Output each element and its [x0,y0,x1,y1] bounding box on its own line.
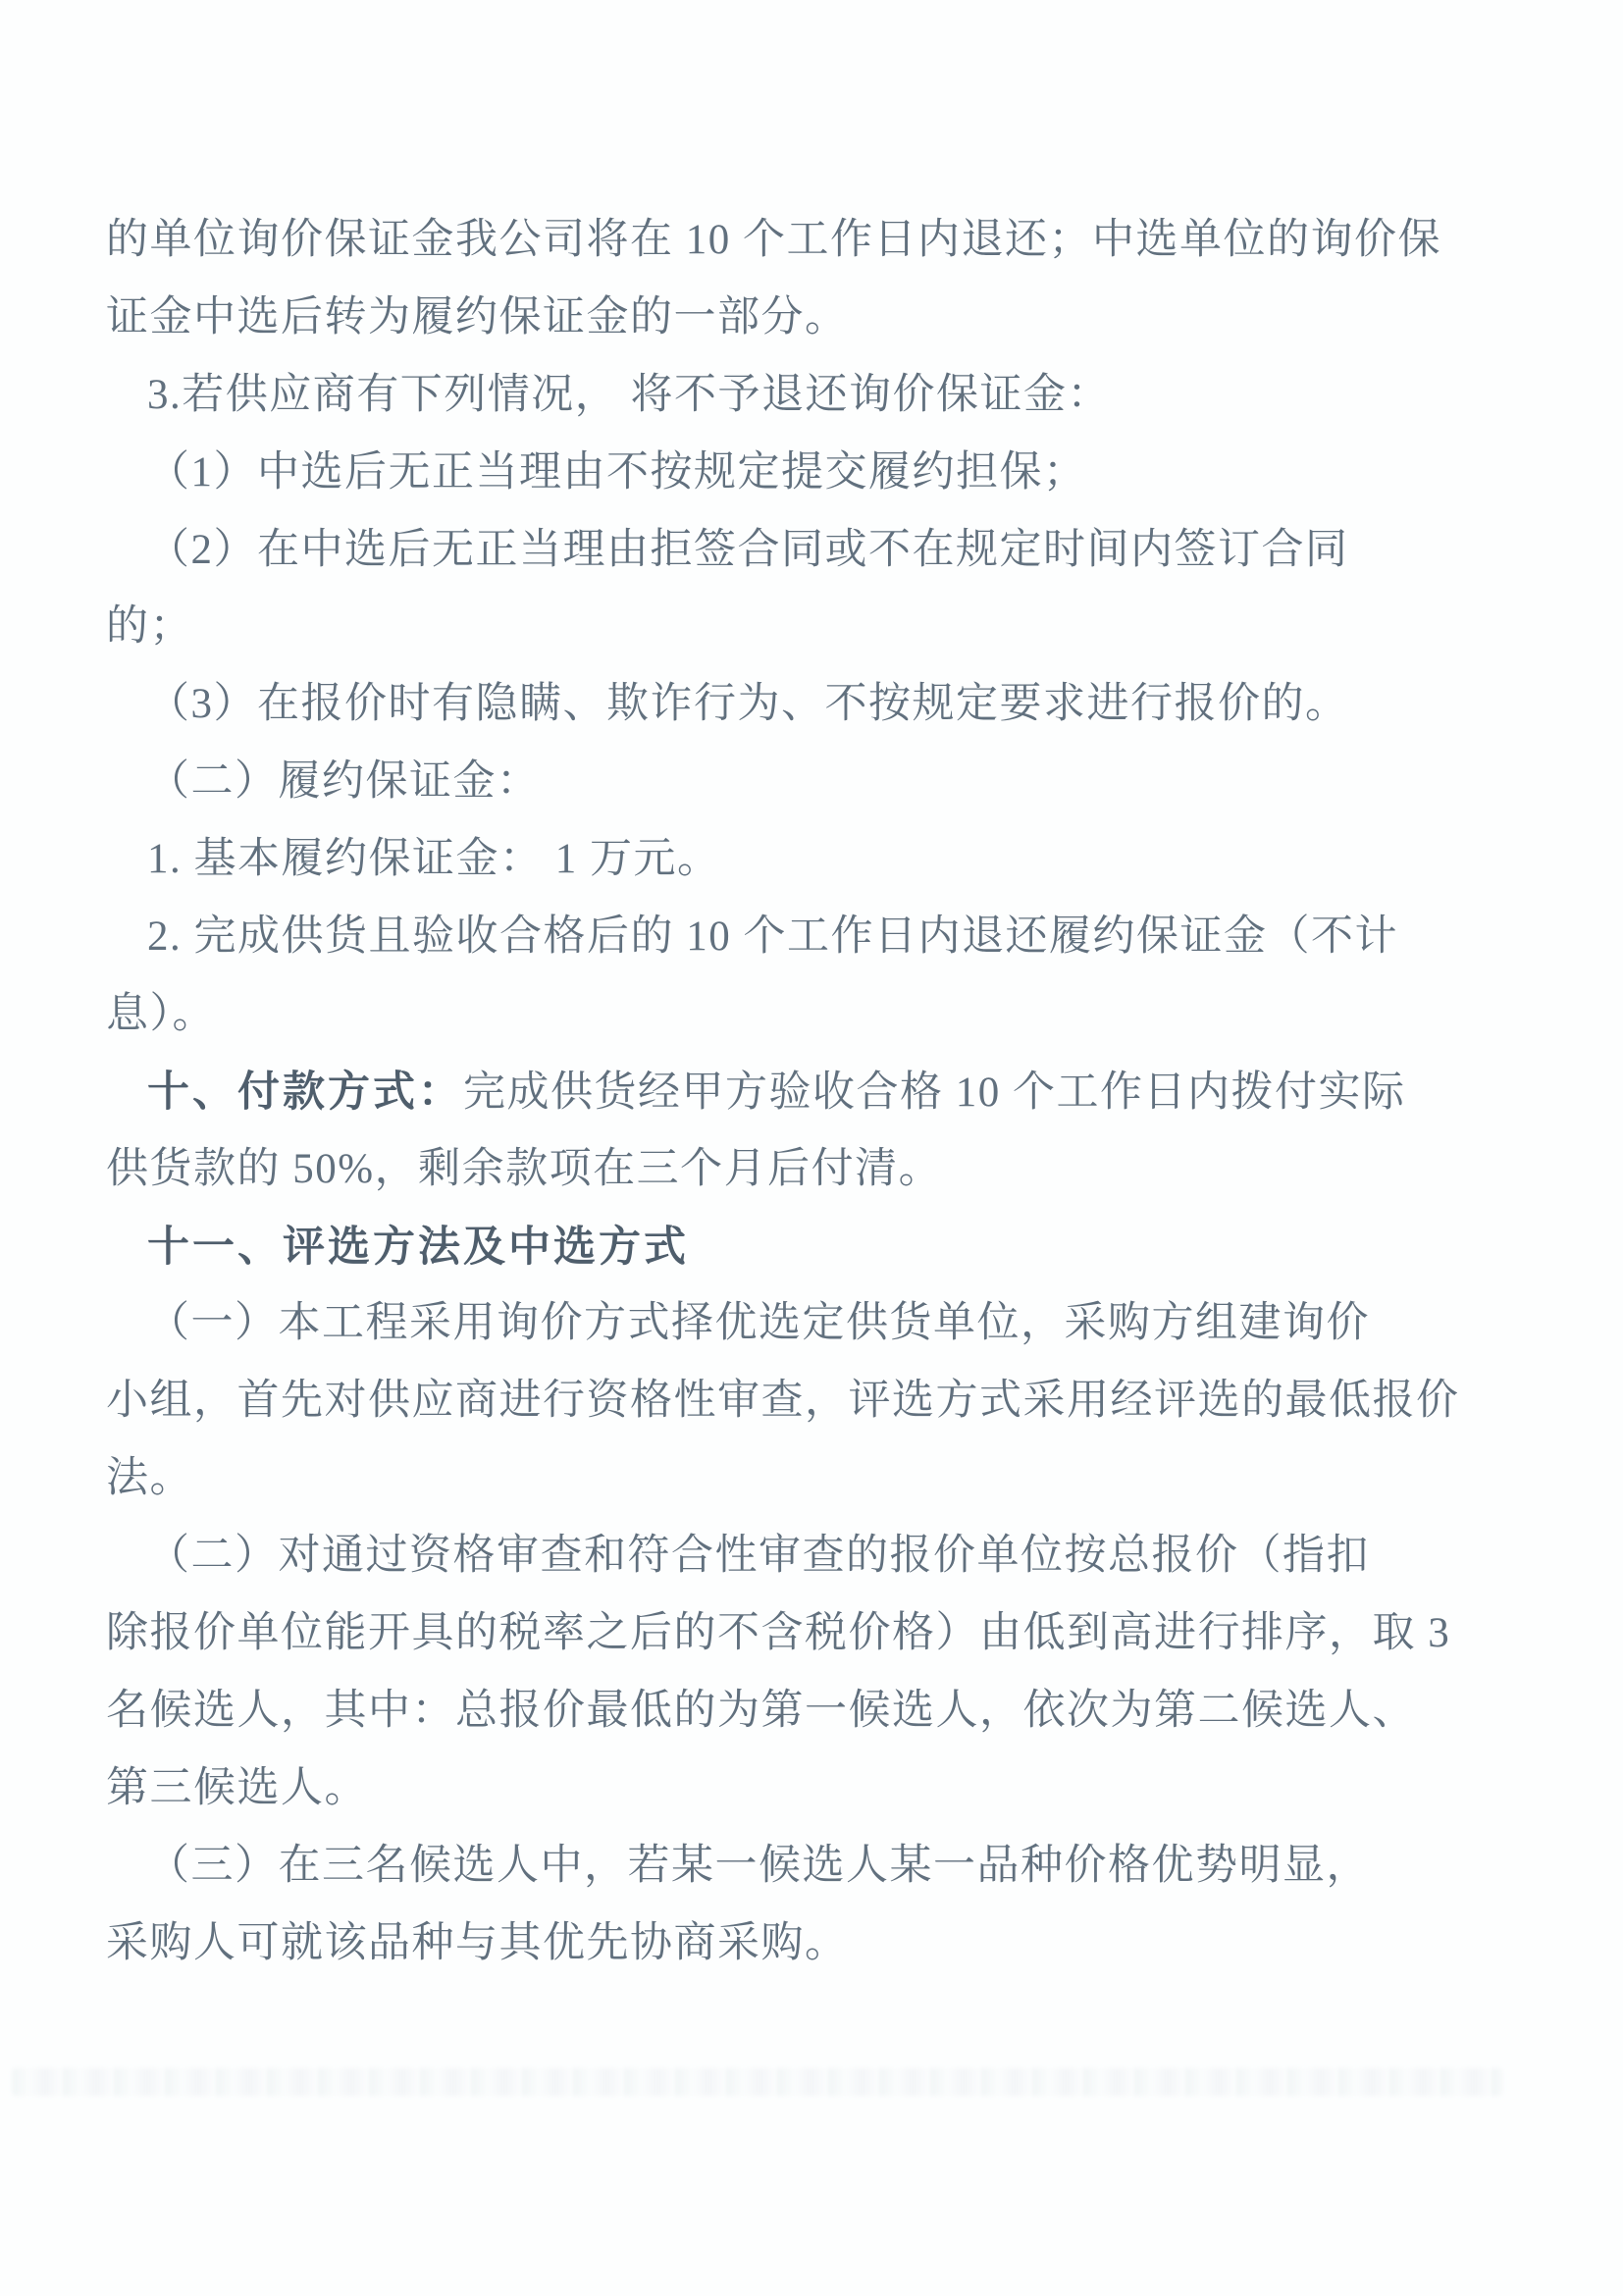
doc-line: 第三候选人。 [106,1764,368,1811]
doc-line: （一）本工程采用询价方式择优选定供货单位，采购方组建询价 [147,1300,1370,1347]
doc-line: 名候选人，其中：总报价最低的为第一候选人，依次为第二候选人、 [106,1687,1416,1734]
doc-line: 供货款的 50%，剩余款项在三个月后付清。 [106,1145,943,1192]
doc-line: （二）对通过资格审查和符合性审查的报价单位按总报价（指扣 [147,1533,1370,1580]
doc-line: （二）履约保证金： [147,758,541,806]
section-heading-evaluation: 十一、评选方法及中选方式 [147,1223,689,1271]
doc-line: 除报价单位能开具的税率之后的不含税价格）由低到高进行排序，取 3 [106,1610,1451,1657]
doc-line: （1）中选后无正当理由不按规定提交履约担保； [147,448,1087,496]
doc-line: （3）在报价时有隐瞒、欺诈行为、不按规定要求进行报价的。 [147,681,1349,728]
section-payment-terms [106,1054,1519,1131]
doc-line: （2）在中选后无正当理由拒签合同或不在规定时间内签订合同 [147,526,1349,573]
scan-bleed-through-artifact [12,2068,1503,2096]
doc-line: 的单位询价保证金我公司将在 10 个工作日内退还；中选单位的询价保 [106,217,1441,263]
doc-line: 1. 基本履约保证金： 1 万元。 [147,836,721,883]
doc-line: 3.若供应商有下列情况， 将不予退还询价保证金： [147,371,1111,418]
doc-line: （三）在三名候选人中，若某一候选人某一品种价格优势明显， [147,1842,1370,1889]
section-heading-payment: 十、付款方式： [147,1068,463,1116]
doc-line: 息）。 [106,990,216,1037]
document-body [106,202,1519,1982]
doc-line: 证金中选后转为履约保证金的一部分。 [106,293,849,340]
doc-line: 的； [106,603,193,651]
doc-line: 法。 [106,1455,193,1502]
doc-line: 采购人可就该品种与其优先协商采购。 [106,1919,849,1966]
doc-line: 2. 完成供货且验收合格后的 10 个工作日内退还履约保证金（不计 [147,913,1398,961]
doc-line-text: 完成供货经甲方验收合格 10 个工作日内拨付实际 [463,1069,1406,1116]
doc-line: 小组，首先对供应商进行资格性审查，评选方式采用经评选的最低报价 [106,1378,1460,1425]
